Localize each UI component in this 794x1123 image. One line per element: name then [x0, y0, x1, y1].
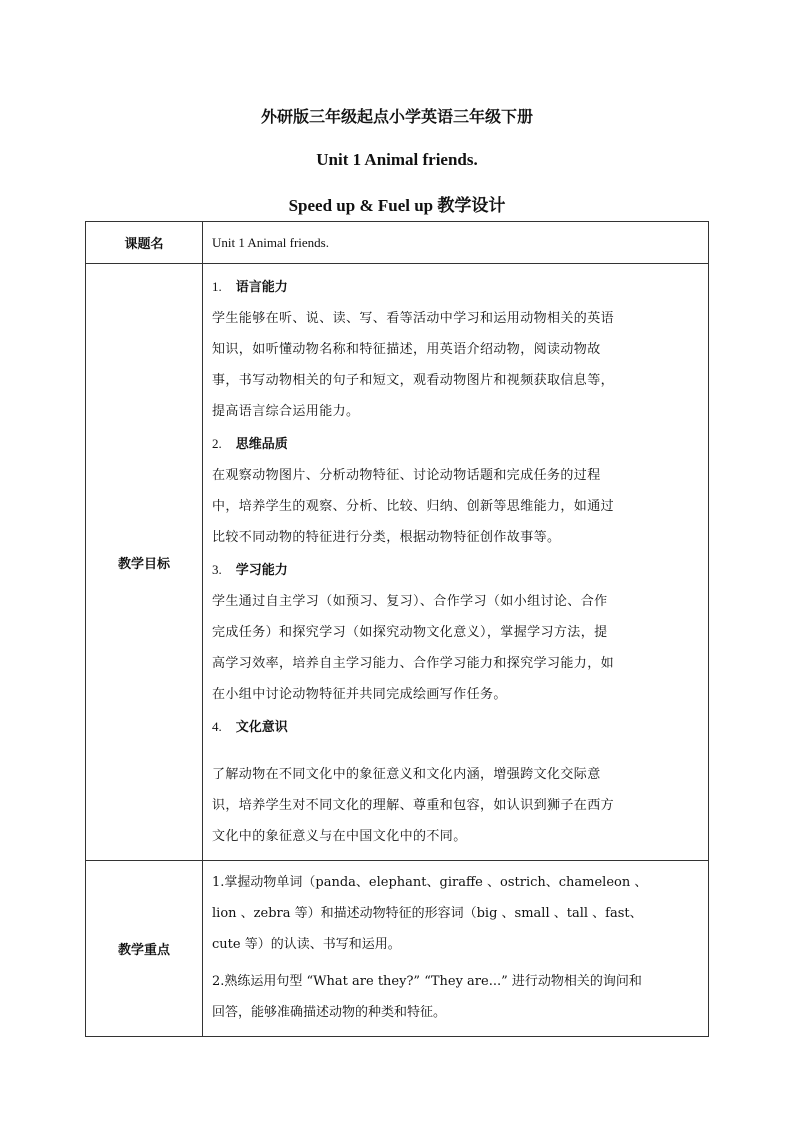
objective-section: [212, 712, 692, 852]
objective-number: 2.: [212, 436, 222, 451]
objectives-cell: [203, 264, 709, 861]
objective-line: 知识，如听懂动物名称和特征描述，用英语介绍动物，阅读动物故: [212, 342, 601, 357]
keypoint-line: 2.熟练运用句型 “What are they?” “They are...” 进行动物相关的询问和: [212, 974, 642, 989]
objective-section: [212, 555, 692, 710]
topic-label: 课题名: [86, 222, 203, 264]
lesson-plan-table: [85, 221, 709, 1037]
keypoint-line: 1.掌握动物单词（panda、elephant、giraffe 、ostrich、chameleon 、: [212, 875, 648, 890]
objective-line: 完成任务）和探究学习（如探究动物文化意义），掌握学习方法，提: [212, 625, 608, 640]
objective-line: 了解动物在不同文化中的象征意义和文化内涵，增强跨文化交际意: [212, 767, 601, 782]
lesson-title: Speed up & Fuel up 教学设计: [288, 196, 506, 215]
objective-line: 学生通过自主学习（如预习、复习）、合作学习（如小组讨论、合作: [212, 594, 608, 609]
topic-value: Unit 1 Animal friends.: [203, 222, 709, 264]
keypoints-cell: [203, 861, 709, 1037]
objective-line: 中，培养学生的观察、分析、比较、归纳、创新等思维能力，如通过: [212, 499, 615, 514]
objective-heading: 学习能力: [235, 563, 288, 578]
unit-title: Unit 1 Animal friends.: [316, 150, 478, 169]
keypoint-item: [212, 867, 692, 960]
objective-line: 比较不同动物的特征进行分类，根据动物特征创作故事等。: [212, 530, 561, 545]
keypoints-label: 教学重点: [86, 861, 203, 1037]
objective-line: 在观察动物图片、分析动物特征、讨论动物话题和完成任务的过程: [212, 468, 601, 483]
keypoint-line: 回答，能够准确描述动物的种类和特征。: [212, 1005, 447, 1020]
objective-section: [212, 429, 692, 553]
keypoint-line: cute 等）的认读、书写和运用。: [212, 937, 401, 952]
topic-row: [86, 222, 709, 264]
objective-number: 3.: [212, 562, 222, 577]
keypoint-item: [212, 966, 692, 1028]
objective-heading: 文化意识: [235, 720, 288, 735]
objective-line: 提高语言综合运用能力。: [212, 404, 360, 419]
objective-line: 事，书写动物相关的句子和短文，观看动物图片和视频获取信息等，: [212, 373, 615, 388]
objective-section: [212, 272, 692, 427]
keypoint-line: lion 、zebra 等）和描述动物特征的形容词（big 、small 、tall 、fast、: [212, 906, 643, 921]
objective-line: 识，培养学生对不同文化的理解、尊重和包容，如认识到狮子在西方: [212, 798, 615, 813]
objectives-row: [86, 264, 709, 861]
objectives-label: 教学目标: [86, 264, 203, 861]
objective-line: 在小组中讨论动物特征并共同完成绘画写作任务。: [212, 687, 507, 702]
objective-number: 4.: [212, 719, 222, 734]
objective-line: 高学习效率，培养自主学习能力、合作学习能力和探究学习能力，如: [212, 656, 615, 671]
keypoints-row: [86, 861, 709, 1037]
objective-line: 文化中的象征意义与在中国文化中的不同。: [212, 829, 467, 844]
objective-heading: 语言能力: [235, 280, 288, 295]
document-title: 外研版三年级起点小学英语三年级下册: [260, 107, 533, 126]
objective-number: 1.: [212, 279, 222, 294]
objective-heading: 思维品质: [235, 437, 288, 452]
objective-line: 学生能够在听、说、读、写、看等活动中学习和运用动物相关的英语: [212, 311, 615, 326]
